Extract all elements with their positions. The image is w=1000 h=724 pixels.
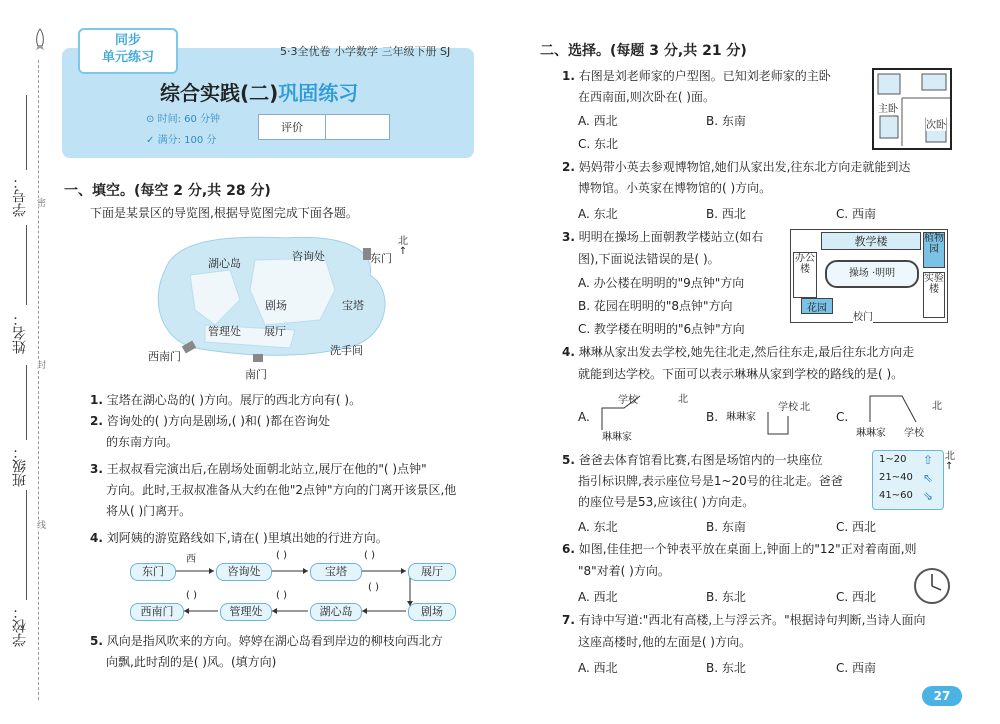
school-botanical-garden: 植物园 — [923, 232, 945, 268]
school-garden: 花园 — [801, 298, 833, 314]
map-restroom: 洗手间 — [330, 344, 363, 357]
eval-label: 评价 — [281, 121, 303, 134]
flow-management: 管理处 — [220, 603, 272, 621]
tab-line-2: 单元练习 — [101, 50, 154, 65]
time-info — [146, 110, 220, 125]
seat-range-2: 21~40 — [879, 472, 913, 483]
p2-q5: 5. 爸爸去体育馆看比赛,右图是场馆内的一块座位 — [562, 453, 823, 467]
p1-q3-line1: 王叔叔看完演出后,在剧场处面朝北站立,展厅在他的"( )点钟" — [106, 462, 427, 476]
flow-lake-island: 湖心岛 — [310, 603, 362, 621]
p1-q1: 1. 宝塔在湖心岛的( )方向。展厅的西北方向有( )。 — [90, 393, 362, 407]
route-c-school: 学校 — [904, 428, 924, 439]
evaluation-box — [258, 114, 390, 140]
flow-southwest-gate: 西南门 — [130, 603, 184, 621]
p2-q1-opt-b: B. 东南 — [706, 114, 746, 128]
p1-q3: 3. 王叔叔看完演出后,在剧场处面朝北站立,展厅在他的"( )点钟" — [90, 462, 427, 476]
p2-q2-line2: 博物馆。小英家在博物馆的( )方向。 — [578, 181, 772, 195]
seat-range-1: 1~20 — [879, 454, 907, 465]
map-east-gate: 东门 — [370, 252, 392, 265]
flow-dir-3: ( ) — [364, 550, 375, 561]
p2-q7: 7. 有诗中写道:"西北有高楼,上与浮云齐。"根据诗句判断,当诗人面向 — [562, 613, 926, 627]
route-a-school: 学校 — [618, 395, 638, 406]
p2-q4-line2: 就能到达学校。下面可以表示琳琳从家到学校的路线的是( )。 — [578, 367, 904, 381]
p2-q1-line1: 右图是刘老师家的户型图。已知刘老师家的主卧 — [578, 69, 831, 83]
p2-q5-opt-c: C. 西北 — [836, 520, 877, 534]
check-icon: ✓ — [146, 135, 155, 146]
p2-q1-line2: 在西南面,则次卧在( )面。 — [578, 90, 715, 104]
flow-east-gate: 东门 — [130, 563, 176, 581]
map-southwest-gate: 西南门 — [148, 350, 181, 363]
map-info-desk: 咨询处 — [292, 250, 325, 263]
unit-practice-tab — [78, 28, 178, 74]
part2-heading: 二、选择。(每题 3 分,共 21 分) — [540, 43, 747, 59]
flow-dir-4: ( ) — [368, 582, 379, 593]
time-text: 时间: 60 分钟 — [157, 114, 221, 125]
flow-exhibition: 展厅 — [408, 563, 456, 581]
flow-info-desk: 咨询处 — [216, 563, 272, 581]
p2-q4: 4. 琳琳从家出发去学校,她先往北走,然后往东走,最后往东北方向走 — [562, 345, 915, 359]
seat-north-label: 北 — [945, 451, 955, 462]
map-theater: 剧场 — [265, 299, 287, 312]
p1-q1-text: 宝塔在湖心岛的( )方向。展厅的西北方向有( )。 — [106, 393, 362, 407]
p2-q7-opt-a: A. 西北 — [578, 661, 618, 675]
school-gate: 校门 — [853, 308, 873, 323]
route-a-home: 琳琳家 — [602, 432, 632, 443]
p2-q6-opt-b: B. 东北 — [706, 590, 746, 604]
p2-q4-line1: 琳琳从家出发去学校,她先往北走,然后往东走,最后往东北方向走 — [578, 345, 915, 359]
clock-icon — [912, 566, 952, 606]
p2-q7-line1: 有诗中写道:"西北有高楼,上与浮云齐。"根据诗句判断,当诗人面向 — [578, 613, 926, 627]
map-lake-island: 湖心岛 — [208, 257, 241, 270]
clock-icon: ⊙ — [146, 114, 155, 125]
school-lab-building: 实验楼 — [923, 272, 945, 318]
p1-q3-line2: 方向。此时,王叔叔准备从大约在他"2点钟"方向的门离开该景区,他 — [106, 483, 457, 497]
seat-north-indicator: 北 ↑ — [945, 451, 955, 472]
flow-dir-5: ( ) — [276, 590, 287, 601]
p2-q5-opt-a: A. 东北 — [578, 520, 618, 534]
route-b-home: 琳琳家 — [726, 412, 756, 423]
class-label: 班级： — [12, 445, 28, 487]
map-management: 管理处 — [208, 325, 241, 338]
p2-q6-opt-a: A. 西北 — [578, 590, 618, 604]
flow-pagoda: 宝塔 — [310, 563, 362, 581]
map-north-label: 北 — [398, 236, 408, 247]
flow-dir-6: ( ) — [186, 590, 197, 601]
p2-q2-opt-c: C. 西南 — [836, 207, 877, 221]
p2-q3: 3. 明明在操场上面朝教学楼站立(如右 — [562, 230, 764, 244]
part1-intro: 下面是某景区的导览图,根据导览图完成下面各题。 — [90, 206, 358, 220]
map-north-indicator: 北 ↑ — [398, 236, 408, 257]
series-info: 5·3全优卷 小学数学 三年级下册 SJ — [280, 45, 451, 58]
route-c-diagram — [862, 392, 922, 424]
name-label: 姓名： — [12, 312, 28, 354]
p2-q3-opt-c: C. 教学楼在明明的"6点钟"方向 — [578, 322, 745, 336]
p2-q4-opt-b: B. — [706, 410, 719, 424]
arrow-northwest-icon: ⇖ — [923, 471, 934, 485]
seal-feng: 封 — [35, 360, 45, 369]
p2-q3-opt-a: A. 办公楼在明明的"9点钟"方向 — [578, 276, 745, 290]
p2-q7-opt-b: B. 东北 — [706, 661, 746, 675]
map-exhibition: 展厅 — [264, 325, 286, 338]
tab-line-1: 同步 — [114, 33, 141, 48]
arrow-up-icon: ⇧ — [923, 453, 934, 467]
rocket-icon — [33, 28, 47, 52]
seal-xian: 线 — [35, 520, 45, 529]
binding-strip — [0, 0, 52, 724]
room-main-bedroom: 主卧 — [878, 100, 898, 115]
seat-range-3: 41~60 — [879, 490, 913, 501]
map-south-gate: 南门 — [245, 368, 267, 381]
p2-q5-line2: 指引标识牌,表示座位号是1~20号的往北走。爸爸 — [578, 474, 843, 488]
p2-q1-opt-a: A. 西北 — [578, 114, 618, 128]
flow-dir-2: ( ) — [276, 550, 287, 561]
p2-q6-line1: 如图,佳佳把一个钟表平放在桌面上,钟面上的"12"正对着南面,则 — [578, 542, 917, 556]
p1-q3-line3: 将从( )门离开。 — [106, 504, 192, 518]
score-text: 满分: 100 分 — [157, 135, 217, 146]
school-playground: 操场 ·明明 — [825, 260, 919, 288]
part1-heading: 一、填空。(每空 2 分,共 28 分) — [64, 183, 271, 199]
p2-q2-line1: 妈妈带小英去参观博物馆,她们从家出发,往东北方向走就能到达 — [578, 160, 911, 174]
flow-arrows — [170, 560, 420, 625]
p2-q3-line2: 图),下面说法错误的是( )。 — [578, 252, 720, 266]
p1-q5: 5. 风向是指风吹来的方向。婷婷在湖心岛看到岸边的柳枝向西北方 — [90, 634, 443, 648]
score-info — [146, 131, 216, 146]
p2-q7-line2: 这座高楼时,他的左面是( )方向。 — [578, 635, 751, 649]
p1-q2-line1: 咨询处的( )方向是剧场,( )和( )都在咨询处 — [106, 414, 331, 428]
p2-q6-line2: "8"对着( )方向。 — [578, 564, 670, 578]
route-b-school: 学校 — [778, 402, 798, 413]
route-c-north: 北 — [932, 401, 942, 412]
p2-q5-line3: 的座位号是53,应该往( )方向走。 — [578, 495, 755, 509]
title-part-a: 综合实践(二) — [160, 81, 279, 105]
p2-q3-opt-b: B. 花园在明明的"8点钟"方向 — [578, 299, 733, 313]
p1-q5-line2: 向飘,此时刮的是( )风。(填方向) — [106, 655, 277, 669]
map-pagoda: 宝塔 — [342, 299, 364, 312]
p2-q1: 1. 右图是刘老师家的户型图。已知刘老师家的主卧 — [562, 69, 831, 83]
p2-q5-opt-b: B. 东南 — [706, 520, 746, 534]
student-no-label: 学号： — [12, 175, 28, 217]
school-office-building: 办公楼 — [793, 252, 817, 298]
school-teaching-building: 教学楼 — [821, 232, 921, 250]
arrow-southeast-icon: ⇘ — [923, 489, 934, 503]
flow-dir-1: 西 — [186, 554, 196, 565]
school-label: 学校： — [12, 605, 28, 647]
p2-q2-opt-a: A. 东北 — [578, 207, 618, 221]
school-map — [790, 229, 948, 323]
route-c-home: 琳琳家 — [856, 428, 886, 439]
title-part-b: 巩固练习 — [278, 81, 359, 105]
flow-theater: 剧场 — [408, 603, 456, 621]
p2-q6: 6. 如图,佳佳把一个钟表平放在桌面上,钟面上的"12"正对着南面,则 — [562, 542, 917, 556]
room-second-bedroom: 次卧 — [926, 116, 946, 131]
p1-q4: 4. 刘阿姨的游览路线如下,请在( )里填出她的行进方向。 — [90, 531, 388, 545]
page-number: 27 — [922, 686, 962, 706]
p2-q7-opt-c: C. 西南 — [836, 661, 877, 675]
p2-q4-opt-c: C. — [836, 410, 849, 424]
p1-q4-text: 刘阿姨的游览路线如下,请在( )里填出她的行进方向。 — [106, 531, 388, 545]
page-title — [160, 77, 358, 106]
p2-q2: 2. 妈妈带小英去参观博物馆,她们从家出发,往东北方向走就能到达 — [562, 160, 911, 174]
p1-q2: 2. 咨询处的( )方向是剧场,( )和( )都在咨询处 — [90, 414, 331, 428]
p1-q2-line2: 的东南方向。 — [106, 435, 179, 449]
p2-q3-line1: 明明在操场上面朝教学楼站立(如右 — [578, 230, 764, 244]
seat-sign — [872, 450, 944, 510]
seal-mi: 密 — [35, 198, 45, 207]
p2-q2-opt-b: B. 西北 — [706, 207, 746, 221]
p2-q5-line1: 爸爸去体育馆看比赛,右图是场馆内的一块座位 — [578, 453, 823, 467]
route-b-north: 北 — [800, 402, 810, 413]
p2-q4-opt-a: A. — [578, 410, 590, 424]
p1-q5-line1: 风向是指风吹来的方向。婷婷在湖心岛看到岸边的柳枝向西北方 — [106, 634, 443, 648]
p2-q1-opt-c: C. 东北 — [578, 137, 619, 151]
route-a-north: 北 — [678, 394, 688, 405]
p2-q6-opt-c: C. 西北 — [836, 590, 877, 604]
